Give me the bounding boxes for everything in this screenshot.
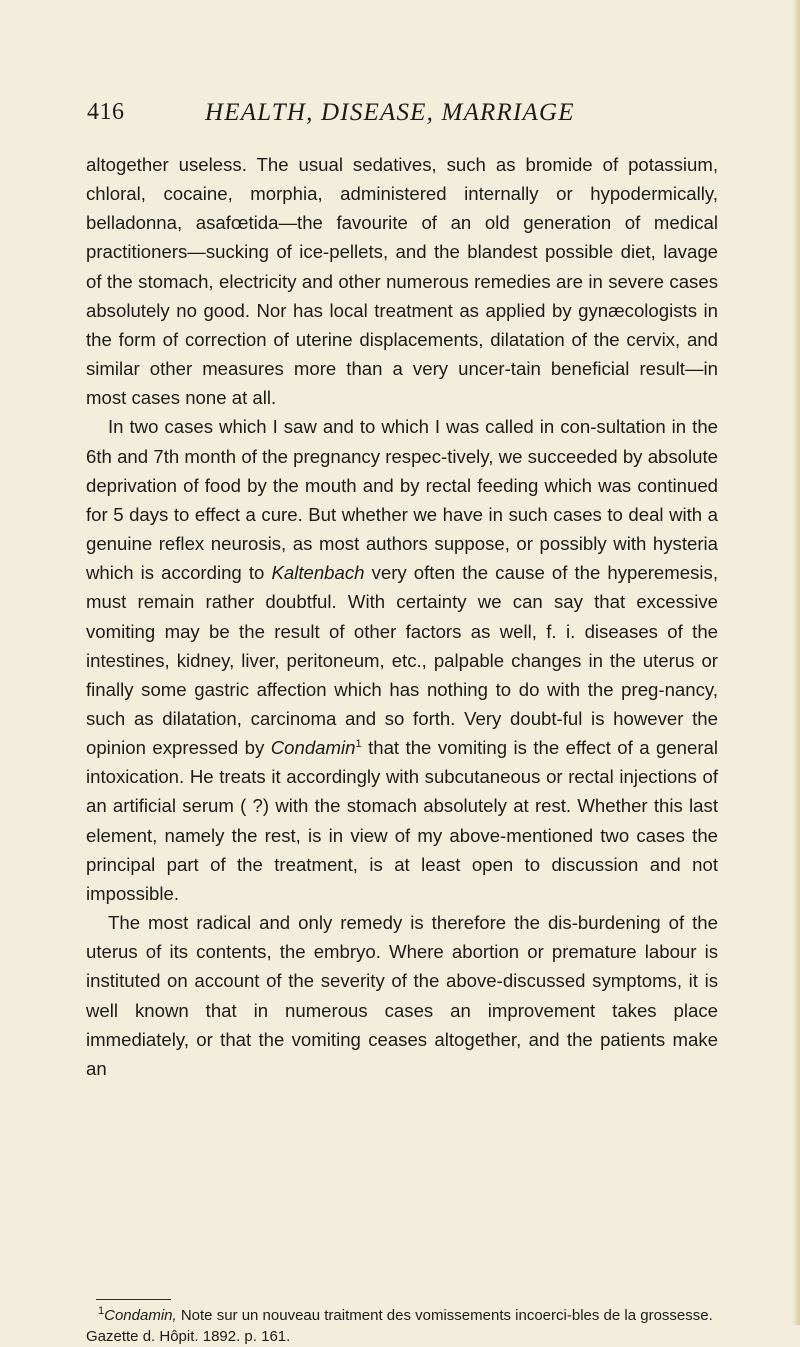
footnote-marker: 1 [355, 737, 362, 750]
page-edge-shadow [792, 0, 800, 1325]
paragraph [86, 908, 718, 1083]
italic-name: Condamin [270, 737, 356, 759]
italic-name: Condamin, [104, 1307, 177, 1324]
paragraph [86, 150, 718, 412]
text-run: that the vomiting is the effect of a general intoxication. He treats it accordingly with subcutaneous or rectal injections of an artificial serum ( ?) with the stomach absolutely at rest. Whether this last element, namely the rest, is in view of my above-mentioned two cases the principal part of the treatment, is at least open to discussion and not impossible. [86, 737, 719, 904]
paragraph [86, 412, 718, 908]
page-number: 416 [87, 99, 125, 125]
text-run: Note sur un nouveau traitment des vomissements incoerci-bles de la grossesse. Gazette d. Hôpit. 1892. p. 161. [86, 1307, 713, 1345]
text-run: altogether useless. The usual sedatives, such as bromide of potassium, chloral, cocaine, morphia, administered internally or hypodermically, belladonna, asafœtida—the favourite of an old generation of medical practitioners—sucking of ice-pellets, and the blandest possible diet, lavage of the stomach, electricity and other numerous remedies are in severe cases absolutely no good. Nor has local treatment as applied by gynæcologists in the form of correction of uterine displacements, dilatation of the cervix, and similar other measures more than a very uncer-tain beneficial result—in most cases none at all. [86, 154, 718, 409]
footnote [86, 1305, 718, 1347]
text-run: The most radical and only remedy is therefore the dis-burdening of the uterus of its contents, the embryo. Where abortion or premature labour is instituted on account of the severity of the above-discussed symptoms, it is well known that in numerous cases an improvement takes place immediately, or that the vomiting ceases altogether, and the patients make an [86, 912, 718, 1079]
body-text [86, 150, 718, 1083]
running-title: HEALTH, DISEASE, MARRIAGE [205, 99, 575, 126]
footnote-rule [96, 1299, 171, 1300]
italic-name: Kaltenbach [271, 562, 365, 584]
text-run: very often the cause of the hyperemesis, must remain rather doubtful. With certainty we can say that excessive vomiting may be the result of other factors as well, f. i. diseases of the intestines, kidney, liver, peritoneum, etc., palpable changes in the uterus or finally some gastric affection which has nothing to do with the preg-nancy, such as dilatation, carcinoma and so forth. Very doubt-ful is however the opinion expressed by [86, 562, 718, 759]
footnote-marker: 1 [98, 1305, 105, 1317]
text-run: In two cases which I saw and to which I was called in con-sultation in the 6th and 7th month of the pregnancy respec-tively, we succeeded by absolute deprivation of food by the mouth and by rectal feeding which was continued for 5 days to effect a cure. But whether we have in such cases to deal with a genuine reflex neurosis, as most authors suppose, or possibly with hysteria which is according to [86, 416, 718, 584]
page-header [78, 99, 718, 135]
